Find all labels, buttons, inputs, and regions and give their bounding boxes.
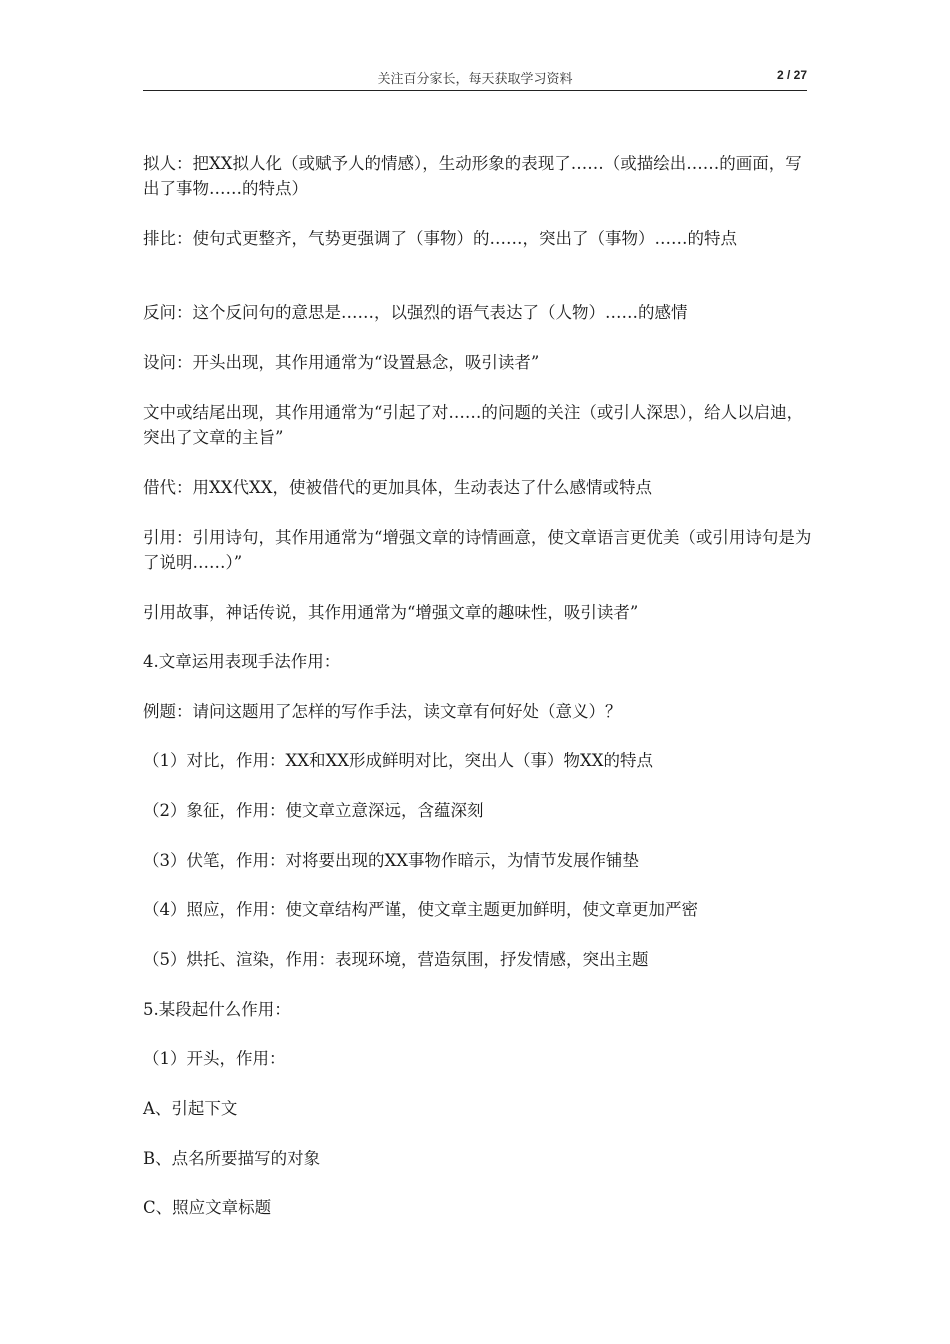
paragraph-personification: 拟人：把XX拟人化（或赋予人的情感），生动形象的表现了……（或描绘出……的画面，写出了事物……的特点） — [143, 154, 802, 198]
list-item-foreshadowing: （3）伏笔，作用：对将要出现的XX事物作暗示，为情节发展作铺垫 — [143, 851, 639, 870]
list-item-c: C、照应文章标题 — [143, 1198, 272, 1217]
list-item-echo: （4）照应，作用：使文章结构严谨，使文章主题更加鲜明，使文章更加严密 — [143, 900, 698, 919]
list-item-contrast: （1）对比，作用：XX和XX形成鲜明对比，突出人（事）物XX的特点 — [143, 751, 653, 770]
page-header — [143, 66, 807, 91]
paragraph-metonymy: 借代：用XX代XX，使被借代的更加具体，生动表达了什么感情或特点 — [143, 478, 652, 497]
paragraph-setting-question: 设问：开头出现，其作用通常为“设置悬念，吸引读者” — [143, 353, 540, 372]
section-heading-4: 4.文章运用表现手法作用： — [143, 652, 341, 671]
paragraph-question-ending: 文中或结尾出现，其作用通常为“引起了对……的问题的关注（或引人深思），给人以启迪，突出了文章的主旨” — [143, 403, 804, 447]
paragraph-quotation-story: 引用故事，神话传说，其作用通常为“增强文章的趣味性，吸引读者” — [143, 603, 639, 622]
header-title: 关注百分家长，每天获取学习资料 — [377, 72, 573, 87]
paragraph-rhetorical-question: 反问：这个反问句的意思是……，以强烈的语气表达了（人物）……的感情 — [143, 303, 688, 322]
list-item-symbolism: （2）象征，作用：使文章立意深远，含蕴深刻 — [143, 801, 484, 820]
paragraph-example-question: 例题：请问这题用了怎样的写作手法，读文章有何好处（意义）？ — [143, 702, 622, 721]
page-number: 2 / 27 — [776, 68, 807, 82]
paragraph-quotation-poem: 引用：引用诗句，其作用通常为“增强文章的诗情画意，使文章语言更优美（或引用诗句是为了说明……）” — [143, 528, 812, 572]
list-item-setoff: （5）烘托、渲染，作用：表现环境，营造氛围，抒发情感，突出主题 — [143, 950, 649, 969]
section-heading-5: 5.某段起什么作用： — [143, 1000, 291, 1019]
paragraph-parallelism: 排比：使句式更整齐，气势更强调了（事物）的……，突出了（事物）……的特点 — [143, 229, 737, 248]
list-item-opening: （1）开头，作用： — [143, 1049, 286, 1068]
list-item-a: A、引起下文 — [143, 1099, 238, 1118]
list-item-b: B、点名所要描写的对象 — [143, 1149, 321, 1168]
